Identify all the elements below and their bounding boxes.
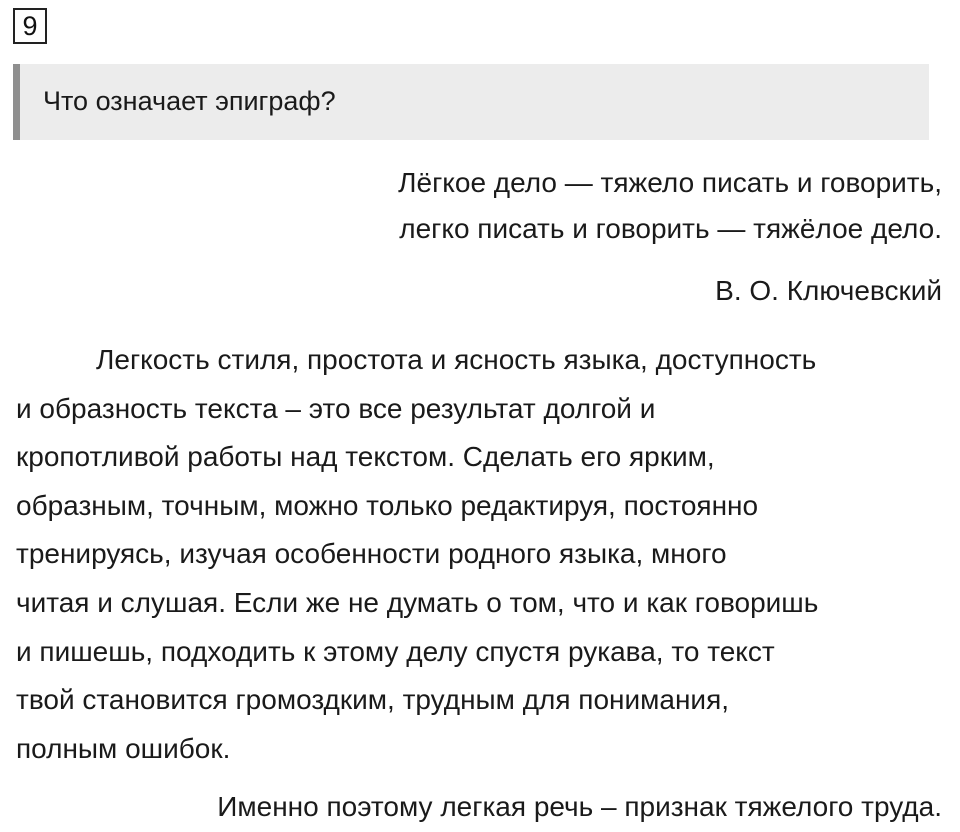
paragraph-line: твой становится громоздким, трудным для понимания,	[16, 684, 730, 716]
paragraph-line: и образность текста – это все результат долгой и	[16, 392, 656, 424]
paragraph-line: и пишешь, подходить к этому делу спустя рукава, то текст	[16, 635, 775, 667]
epigraph-line: легко писать и говорить — тяжёлое дело.	[399, 213, 942, 244]
paragraph-line: полным ошибок.	[16, 732, 231, 764]
conclusion-text: Именно поэтому легкая речь – признак тяжелого труда.	[217, 791, 942, 822]
task-number-badge: 9	[13, 8, 47, 44]
paragraph-line: тренируясь, изучая особенности родного языка, много	[16, 538, 727, 570]
epigraph-line: Лёгкое дело — тяжело писать и говорить,	[398, 167, 942, 198]
epigraph-author: В. О. Ключевский	[715, 275, 942, 306]
paragraph-line: кропотливой работы над текстом. Сделать его ярким,	[16, 441, 715, 473]
question-text: Что означает эпиграф?	[43, 86, 336, 116]
epigraph	[398, 160, 942, 252]
paragraph-line: образным, точным, можно только редактируя, постоянно	[16, 489, 759, 521]
paragraph-line: читая и слушая. Если же не думать о том, что и как говоришь	[16, 586, 819, 618]
answer-paragraph	[16, 336, 946, 773]
question-box	[13, 64, 929, 140]
paragraph-line: Легкость стиля, простота и ясность языка, доступность	[96, 344, 817, 375]
